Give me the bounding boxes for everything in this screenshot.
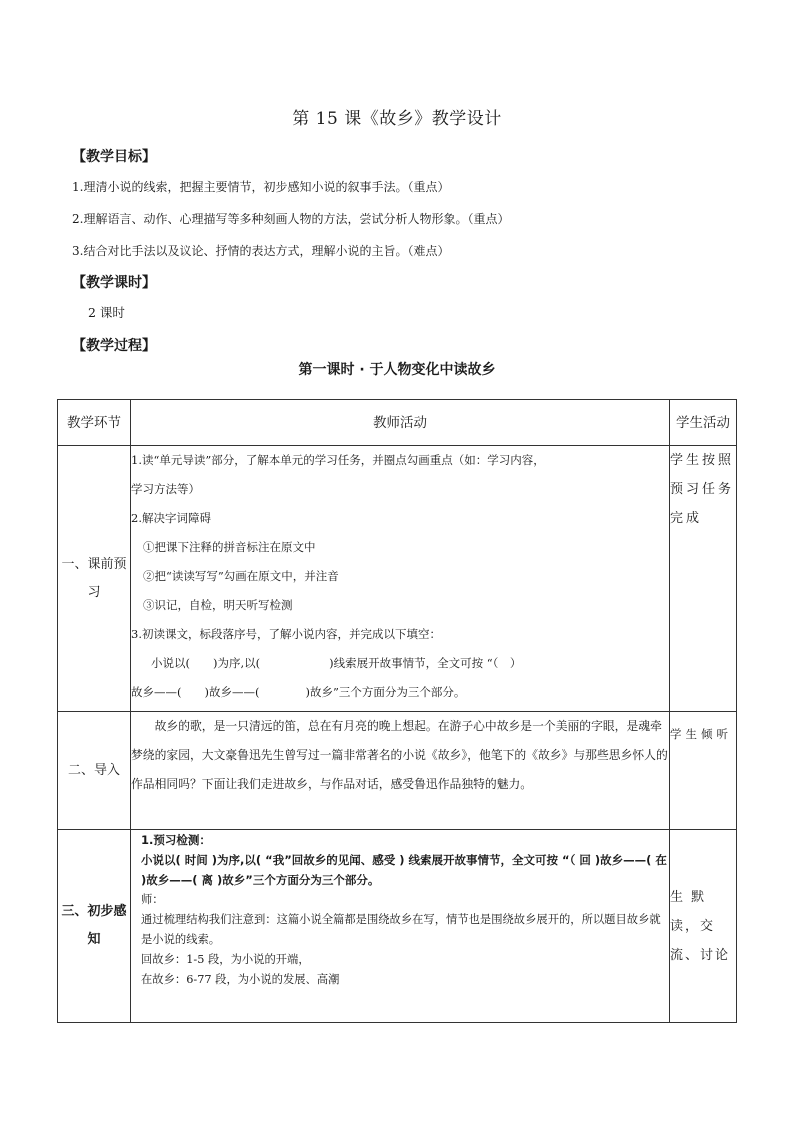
goals-heading: 【教学目标】	[72, 149, 156, 165]
activity-line: ①把课下注释的拼音标注在原文中	[143, 540, 316, 554]
activity-line: 小说以( )为序,以( )线索展开故事情节，全文可按 “（ ）	[151, 656, 522, 670]
teacher-activity-cell	[131, 830, 670, 1023]
check-heading: 1.预习检测：	[141, 833, 211, 847]
header-student: 学生活动	[670, 400, 737, 446]
part-line: 在故乡：6-77 段，为小说的发展、高潮	[141, 973, 340, 986]
activity-line: 学习方法等）	[131, 482, 200, 496]
page-title: 第 15 课《故乡》教学设计	[292, 109, 502, 129]
stage-label: 二、导入	[67, 762, 120, 778]
activity-line: 1.读“单元导读”部分，了解本单元的学习任务，并圈点勾画重点（如：学习内容，	[131, 453, 545, 467]
hours-heading: 【教学课时】	[72, 275, 156, 291]
activity-line: ②把“读读写写”勾画在原文中，并注音	[143, 569, 339, 583]
process-heading: 【教学过程】	[72, 338, 156, 354]
stage-label: 一、课前预习	[61, 556, 127, 600]
student-activity: 生 默读，交流、讨论	[670, 889, 731, 963]
student-activity: 学生倾听	[670, 727, 732, 741]
table-row	[58, 830, 737, 1023]
table-header-row	[58, 400, 737, 446]
goal-item: 2.理解语言、动作、心理描写等多种刻画人物的方法，尝试分析人物形象。（重点）	[72, 212, 510, 226]
check-answer: 小说以( 时间 )为序,以( “我”回故乡的见闻、感受 ) 线索展开故事情节，全文可按 “（ 回 )故乡——( 在 )故乡——( 离 )故乡”三个方面分为三个部分。	[141, 853, 667, 887]
table-row	[58, 446, 737, 712]
activity-line: 故乡——( )故乡——( )故乡”三个方面分为三个部分。	[131, 685, 466, 699]
structure-explain: 通过梳理结构我们注意到：这篇小说全篇都是围绕故乡在写，情节也是围绕故乡展开的，所以题目故乡就是小说的线索。	[141, 913, 661, 946]
goal-item: 1.理清小说的线索，把握主要情节，初步感知小说的叙事手法。（重点）	[72, 180, 450, 194]
header-stage: 教学环节	[58, 400, 131, 446]
part-line: 回故乡：1-5 段，为小说的开端，	[141, 953, 310, 966]
intro-paragraph: 故乡的歌，是一只清远的笛，总在有月亮的晚上想起。在游子心中故乡是一个美丽的字眼，是魂牵梦绕的家园，大文豪鲁迅先生曾写过一篇非常著名的小说《故乡》，他笔下的《故乡》与那些思乡怀人的作品相同吗？下面让我们走进故乡，与作品对话，感受鲁迅作品独特的魅力。	[131, 719, 668, 791]
lesson-title: 第一课时 · 于人物变化中读故乡	[298, 362, 496, 378]
stage-label: 三、初步感知	[61, 904, 127, 947]
teacher-label: 师：	[141, 893, 164, 906]
goal-item: 3.结合对比手法以及议论、抒情的表达方式，理解小说的主旨。（难点）	[72, 244, 450, 258]
stage-cell	[58, 712, 131, 830]
stage-cell	[58, 830, 131, 1023]
student-activity-cell	[670, 712, 737, 830]
header-teacher: 教师活动	[131, 400, 670, 446]
activity-line: 2.解决字词障碍	[131, 511, 211, 525]
teacher-activity-cell	[131, 712, 670, 830]
activity-line: ③识记，自检，明天听写检测	[143, 598, 293, 612]
lesson-table	[57, 399, 737, 1023]
teacher-activity-cell	[131, 446, 670, 712]
student-activity-cell	[670, 446, 737, 712]
student-activity-cell	[670, 830, 737, 1023]
hours-value: 2 课时	[88, 305, 125, 320]
activity-line: 3.初读课文，标段落序号，了解小说内容，并完成以下填空：	[131, 627, 441, 641]
student-activity: 学生按照预习任务完成	[670, 453, 735, 526]
stage-cell	[58, 446, 131, 712]
table-row	[58, 712, 737, 830]
